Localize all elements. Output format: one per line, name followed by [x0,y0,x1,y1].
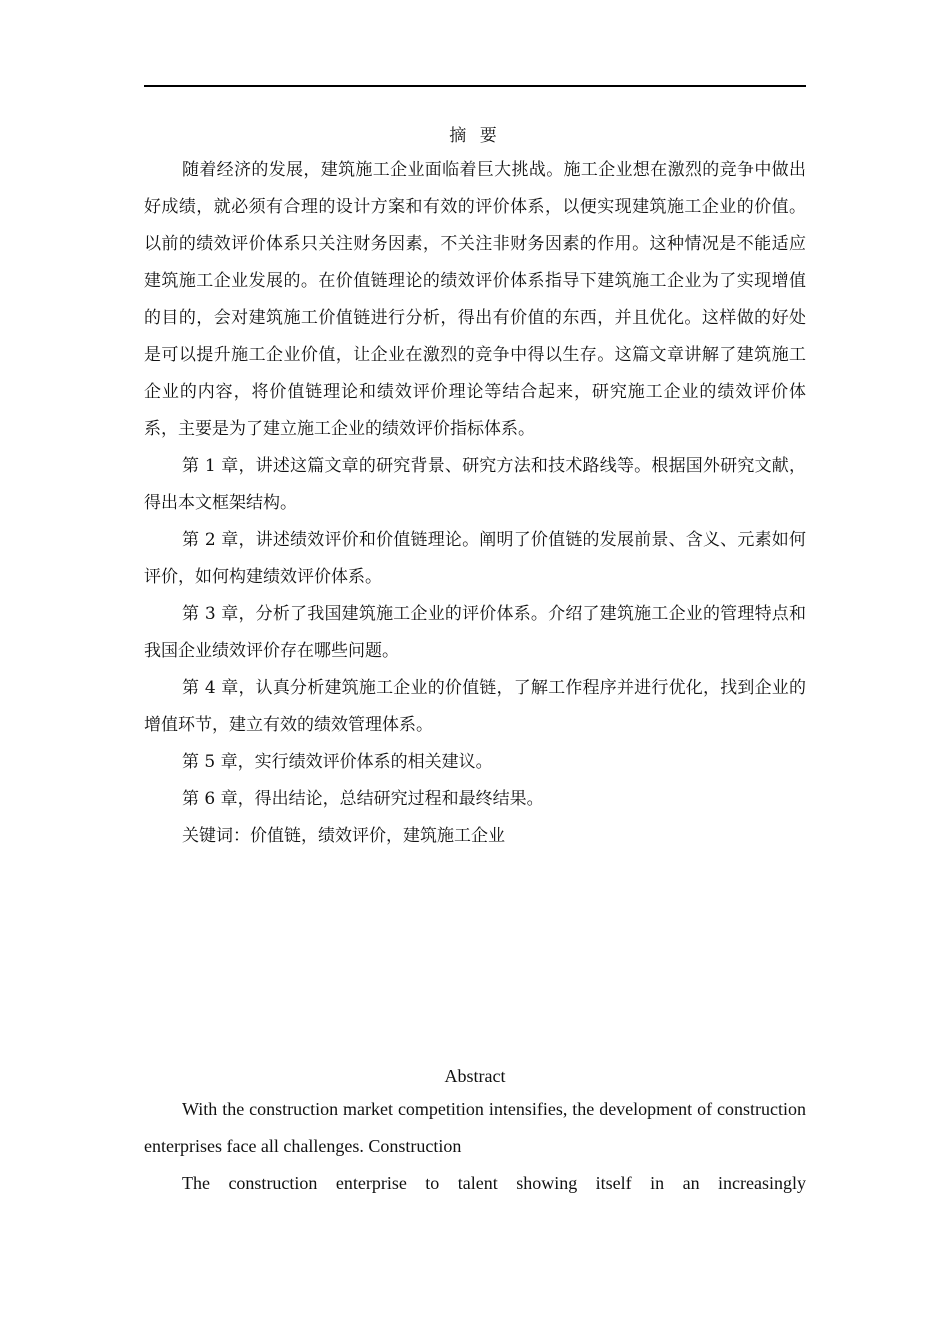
header-rule [144,85,806,87]
cn-paragraph-chapter-6: 第 6 章，得出结论，总结研究过程和最终结果。 [182,789,544,809]
cn-paragraph-intro: 随着经济的发展，建筑施工企业面临着巨大挑战。施工企业想在激烈的竞争中做出好成绩，就必须有合理的设计方案和有效的评价体系，以便实现建筑施工企业的价值。以前的绩效评价体系只关注财务因素，不关注非财务因素的作用。这种情况是不能适应建筑施工企业发展的。在价值链理论的绩效评价体系指导下建筑施工企业为了实现增值的目的，会对建筑施工价值链进行分析，得出有价值的东西，并且优化。这样做的好处是可以提升施工企业价值，让企业在激烈的竞争中得以生存。这篇文章讲解了建筑施工企业的内容，将价值链理论和绩效评价理论等结合起来，研究施工企业的绩效评价体系，主要是为了建立施工企业的绩效评价指标体系。 [144,160,806,439]
chinese-abstract [144,120,806,855]
cn-paragraph-chapter-1: 第 1 章，讲述这篇文章的研究背景、研究方法和技术路线等。根据国外研究文献，得出本文框架结构。 [144,456,806,513]
cn-paragraph-chapter-2: 第 2 章，讲述绩效评价和价值链理论。阐明了价值链的发展前景、含义、元素如何评价，如何构建绩效评价体系。 [144,530,806,587]
cn-paragraph-chapter-3: 第 3 章，分析了我国建筑施工企业的评价体系。介绍了建筑施工企业的管理特点和我国企业绩效评价存在哪些问题。 [144,604,806,661]
cn-paragraph-chapter-4: 第 4 章，认真分析建筑施工企业的价值链，了解工作程序并进行优化，找到企业的增值环节，建立有效的绩效管理体系。 [144,678,806,735]
en-paragraph-1: With the construction market competition intensifies, the development of construction enterprises face all challenges. Construction [144,1099,806,1156]
cn-paragraph-chapter-5: 第 5 章，实行绩效评价体系的相关建议。 [182,752,493,772]
cn-abstract-title: 摘 要 [449,126,501,146]
en-abstract-title: Abstract [444,1066,506,1086]
en-paragraph-2: The construction enterprise to talent showing itself in an increasingly [182,1173,806,1193]
english-abstract [144,1061,806,1202]
cn-keywords: 关键词：价值链，绩效评价，建筑施工企业 [182,826,505,846]
